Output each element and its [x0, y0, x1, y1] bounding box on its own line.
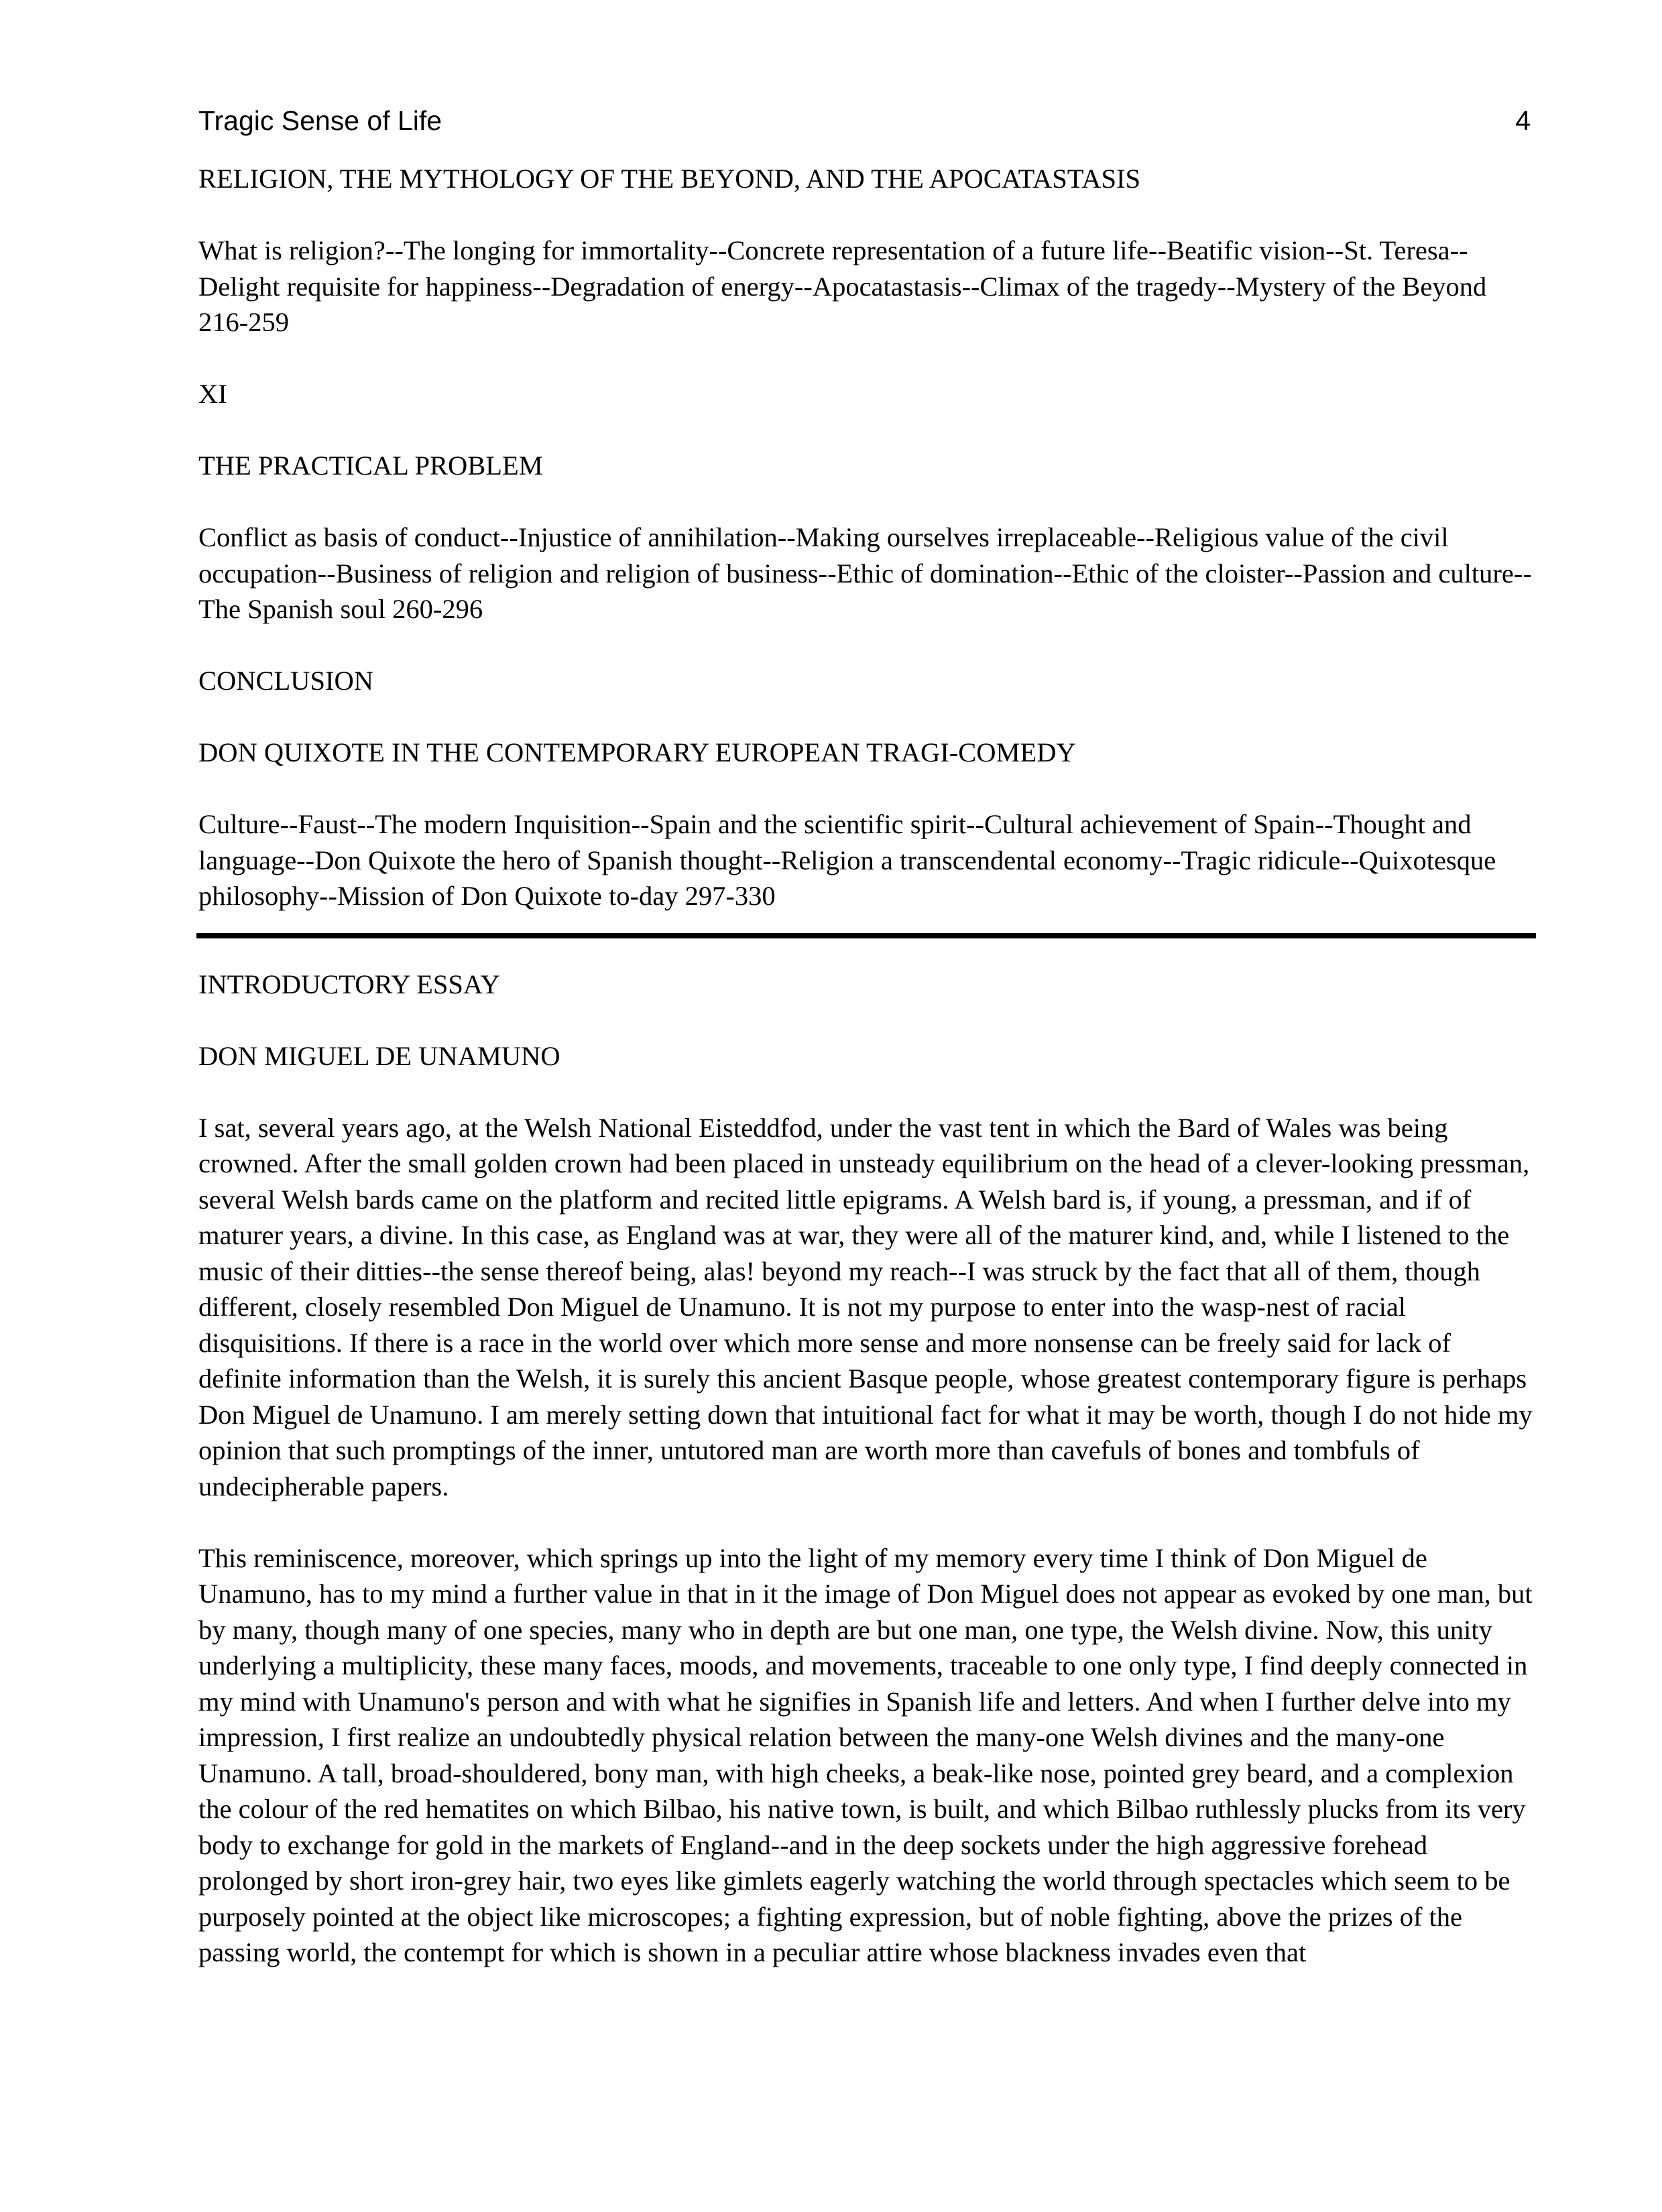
conclusion-label: CONCLUSION [198, 666, 374, 696]
page-number: 4 [1515, 105, 1531, 136]
running-title: Tragic Sense of Life [198, 105, 442, 136]
chapter-x-summary: What is religion?--The longing for immortality--Concrete representation of a future life--Beatific vision--St. Teresa--Delight requisite for happiness--Degradation of energy--Apocatastasis--Climax of the tragedy--Mystery of the Beyond 216-259 [198, 235, 1487, 337]
conclusion-title: DON QUIXOTE IN THE CONTEMPORARY EUROPEAN TRAGI-COMEDY [198, 737, 1076, 767]
page-body [198, 161, 1534, 1971]
section-divider [196, 933, 1536, 938]
essay-heading: INTRODUCTORY ESSAY [198, 969, 500, 999]
chapter-xi-numeral: XI [198, 379, 227, 409]
essay-paragraph: I sat, several years ago, at the Welsh National Eisteddfod, under the vast tent in which the Bard of Wales was being crowned. After the small golden crown had been placed in unsteady equilibrium on the head of a clever-looking pressman, several Welsh bards came on the platform and recited little epigrams. A Welsh bard is, if young, a pressman, and if of maturer years, a divine. In this case, as England was at war, they were all of the maturer kind, and, while I listened to the music of their ditties--the sense thereof being, alas! beyond my reach--I was struck by the fact that all of them, though different, closely resembled Don Miguel de Unamuno. It is not my purpose to enter into the wasp-nest of racial disquisitions. If there is a race in the world over which more sense and more nonsense can be freely said for lack of definite information than the Welsh, it is surely this ancient Basque people, whose greatest contemporary figure is perhaps Don Miguel de Unamuno. I am merely setting down that intuitional fact for what it may be worth, though I do not hide my opinion that such promptings of the inner, untutored man are worth more than cavefuls of bones and tombfuls of undecipherable papers. [198, 1112, 1533, 1501]
conclusion-summary: Culture--Faust--The modern Inquisition--Spain and the scientific spirit--Cultural achievement of Spain--Thought and language--Don Quixote the hero of Spanish thought--Religion a transcendental economy--Tragic ridicule--Quixotesque philosophy--Mission of Don Quixote to-day 297-330 [198, 809, 1496, 911]
chapter-x-title: RELIGION, THE MYTHOLOGY OF THE BEYOND, AND THE APOCATASTASIS [198, 164, 1141, 194]
page-header [198, 101, 1531, 141]
essay-paragraph: This reminiscence, moreover, which springs up into the light of my memory every time I think of Don Miguel de Unamuno, has to my mind a further value in that in it the image of Don Miguel does not appear as evoked by one man, but by many, though many of one species, many who in depth are but one man, one type, the Welsh divine. Now, this unity underlying a multiplicity, these many faces, moods, and movements, traceable to one only type, I find deeply connected in my mind with Unamuno's person and with what he signifies in Spanish life and letters. And when I further delve into my impression, I first realize an undoubtedly physical relation between the many-one Welsh divines and the many-one Unamuno. A tall, broad-shouldered, bony man, with high cheeks, a beak-like nose, pointed grey beard, and a complexion the colour of the red hematites on which Bilbao, his native town, is built, and which Bilbao ruthlessly plucks from its very body to exchange for gold in the markets of England--and in the deep sockets under the high aggressive forehead prolonged by short iron-grey hair, two eyes like gimlets eagerly watching the world through spectacles which seem to be purposely pointed at the object like microscopes; a fighting expression, but of noble fighting, above the prizes of the passing world, the contempt for which is shown in a peculiar attire whose blackness invades even that [198, 1542, 1533, 1967]
essay-subheading: DON MIGUEL DE UNAMUNO [198, 1040, 560, 1071]
chapter-xi-summary: Conflict as basis of conduct--Injustice of annihilation--Making ourselves irreplaceable--Religious value of the civil occupation--Business of religion and religion of business--Ethic of domination--Ethic of the cloister--Passion and culture--The Spanish soul 260-296 [198, 522, 1532, 624]
chapter-xi-title: THE PRACTICAL PROBLEM [198, 450, 543, 481]
